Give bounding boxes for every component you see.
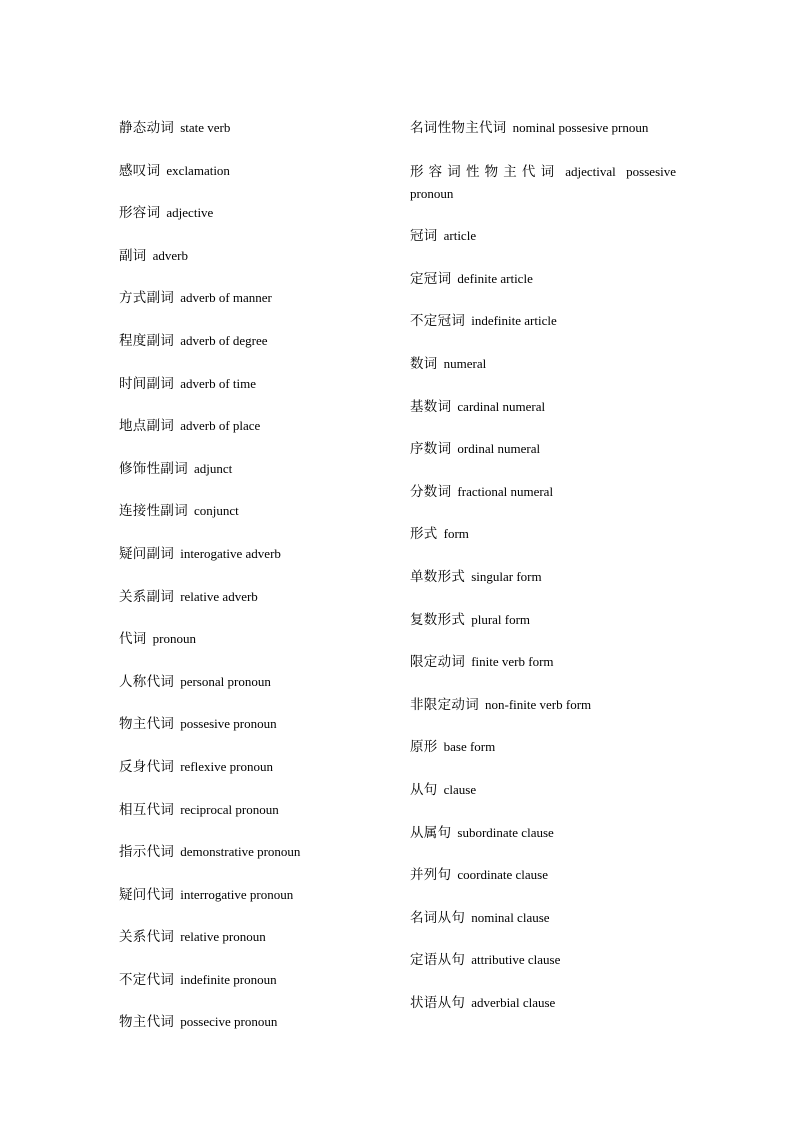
term-entry	[410, 439, 676, 460]
term-english: subordinate clause	[457, 824, 554, 840]
term-entry	[119, 885, 369, 906]
term-chinese: 不定代词	[119, 971, 175, 988]
term-entry	[410, 695, 676, 716]
term-chinese: 时间副词	[119, 375, 175, 392]
term-entry	[119, 288, 369, 309]
term-english: form	[443, 526, 469, 542]
term-entry	[410, 950, 676, 971]
term-chinese: 人称代词	[119, 673, 175, 690]
term-chinese: 物主代词	[119, 1014, 175, 1031]
term-entry	[119, 118, 369, 139]
term-english: base form	[443, 739, 496, 755]
term-chinese: 形容词性物主代词	[410, 163, 560, 180]
term-entry	[410, 780, 676, 801]
term-entry	[119, 842, 369, 863]
term-entry	[119, 246, 369, 267]
term-entry	[119, 331, 369, 352]
term-chinese: 序数词	[410, 441, 452, 458]
term-chinese: 静态动词	[119, 120, 175, 136]
term-entry	[119, 501, 369, 522]
term-english: interrogative pronoun	[180, 886, 294, 902]
term-entry	[410, 226, 676, 247]
term-english: clause	[443, 781, 477, 797]
term-english: adverbial clause	[471, 994, 556, 1010]
term-entry	[410, 823, 676, 844]
term-entry	[119, 757, 369, 778]
term-entry	[119, 800, 369, 821]
term-chinese: 基数词	[410, 398, 452, 415]
term-chinese: 感叹词	[119, 162, 161, 179]
term-english: pronoun	[152, 631, 196, 647]
term-chinese: 名词从句	[410, 909, 466, 926]
term-english: relative adverb	[180, 588, 258, 604]
term-chinese: 疑问副词	[119, 545, 175, 562]
term-chinese: 状语从句	[410, 994, 466, 1011]
term-english: finite verb form	[471, 654, 554, 670]
term-entry	[119, 416, 369, 437]
term-entry	[410, 161, 676, 205]
term-english: attributive clause	[471, 952, 561, 968]
term-english: adverb of place	[180, 418, 261, 434]
term-english: exclamation	[166, 162, 230, 178]
term-english: definite article	[457, 270, 533, 286]
term-entry	[119, 374, 369, 395]
term-english: non-finite verb form	[485, 696, 592, 712]
term-english: state verb	[180, 120, 231, 135]
term-entry	[410, 610, 676, 631]
term-chinese: 定语从句	[410, 952, 466, 969]
term-chinese: 非限定动词	[410, 696, 479, 713]
term-english: indefinite article	[471, 313, 557, 329]
term-chinese: 相互代词	[119, 801, 175, 818]
term-entry	[410, 118, 676, 139]
term-chinese: 名词性物主代词	[410, 120, 507, 136]
term-entry	[410, 993, 676, 1014]
right-column	[410, 118, 676, 1035]
term-entry	[410, 567, 676, 588]
term-entry	[119, 1012, 369, 1033]
left-column	[119, 118, 369, 1055]
term-english: fractional numeral	[457, 483, 554, 499]
term-chinese: 方式副词	[119, 290, 175, 307]
term-english: relative pronoun	[180, 929, 266, 945]
term-chinese: 不定冠词	[410, 313, 466, 330]
term-english: numeral	[443, 355, 487, 371]
term-entry	[410, 311, 676, 332]
term-english: plural form	[471, 611, 531, 627]
term-chinese: 单数形式	[410, 568, 466, 585]
term-english: adverb of degree	[180, 332, 268, 348]
term-english: reciprocal pronoun	[180, 801, 279, 817]
term-entry	[410, 524, 676, 545]
term-entry	[119, 459, 369, 480]
term-entry	[119, 587, 369, 608]
term-chinese: 分数词	[410, 483, 452, 500]
term-chinese: 数词	[410, 355, 438, 372]
term-entry	[119, 714, 369, 735]
term-chinese: 形容词	[119, 205, 161, 222]
term-chinese: 连接性副词	[119, 503, 188, 520]
term-chinese: 并列句	[410, 867, 452, 884]
term-entry	[410, 354, 676, 375]
term-chinese: 地点副词	[119, 418, 175, 435]
term-entry	[410, 865, 676, 886]
term-entry	[410, 652, 676, 673]
term-chinese: 从句	[410, 781, 438, 798]
term-english: conjunct	[194, 503, 239, 519]
term-english: indefinite pronoun	[180, 971, 277, 987]
term-english: adjunct	[194, 460, 233, 476]
term-entry	[119, 161, 369, 182]
term-english: nominal clause	[471, 909, 550, 925]
term-english: adverb	[152, 247, 188, 263]
term-entry	[410, 737, 676, 758]
term-chinese: 从属句	[410, 824, 452, 841]
term-chinese: 代词	[119, 631, 147, 648]
term-entry	[119, 629, 369, 650]
term-chinese: 疑问代词	[119, 886, 175, 903]
term-english: adjectival possesive pronoun	[410, 163, 677, 201]
term-chinese: 关系副词	[119, 588, 175, 605]
term-english: personal pronoun	[180, 673, 271, 689]
term-english: interogative adverb	[180, 545, 281, 561]
term-english: possecive pronoun	[180, 1014, 278, 1030]
term-chinese: 指示代词	[119, 844, 175, 861]
term-english: article	[443, 228, 477, 244]
term-english: cardinal numeral	[457, 398, 546, 414]
term-chinese: 副词	[119, 247, 147, 264]
term-chinese: 复数形式	[410, 611, 466, 628]
term-english: adverb of manner	[180, 290, 272, 306]
term-chinese: 限定动词	[410, 654, 466, 671]
term-english: possesive pronoun	[180, 716, 277, 732]
term-english: reflexive pronoun	[180, 758, 273, 774]
term-chinese: 反身代词	[119, 758, 175, 775]
term-entry	[119, 672, 369, 693]
term-english: ordinal numeral	[457, 441, 541, 457]
term-english: demonstrative pronoun	[180, 844, 301, 860]
term-english: adjective	[166, 205, 214, 221]
term-chinese: 原形	[410, 739, 438, 756]
term-chinese: 定冠词	[410, 270, 452, 287]
term-chinese: 关系代词	[119, 929, 175, 946]
term-english: singular form	[471, 568, 542, 584]
term-entry	[119, 927, 369, 948]
term-entry	[119, 203, 369, 224]
term-chinese: 形式	[410, 526, 438, 543]
term-entry	[119, 970, 369, 991]
term-chinese: 修饰性副词	[119, 460, 188, 477]
term-chinese: 物主代词	[119, 716, 175, 733]
term-english: adverb of time	[180, 375, 257, 391]
term-entry	[119, 544, 369, 565]
term-english: nominal possesive prnoun	[512, 120, 649, 135]
term-entry	[410, 482, 676, 503]
term-entry	[410, 397, 676, 418]
term-chinese: 程度副词	[119, 332, 175, 349]
term-chinese: 冠词	[410, 228, 438, 245]
term-entry	[410, 269, 676, 290]
term-entry	[410, 908, 676, 929]
term-english: coordinate clause	[457, 867, 548, 883]
